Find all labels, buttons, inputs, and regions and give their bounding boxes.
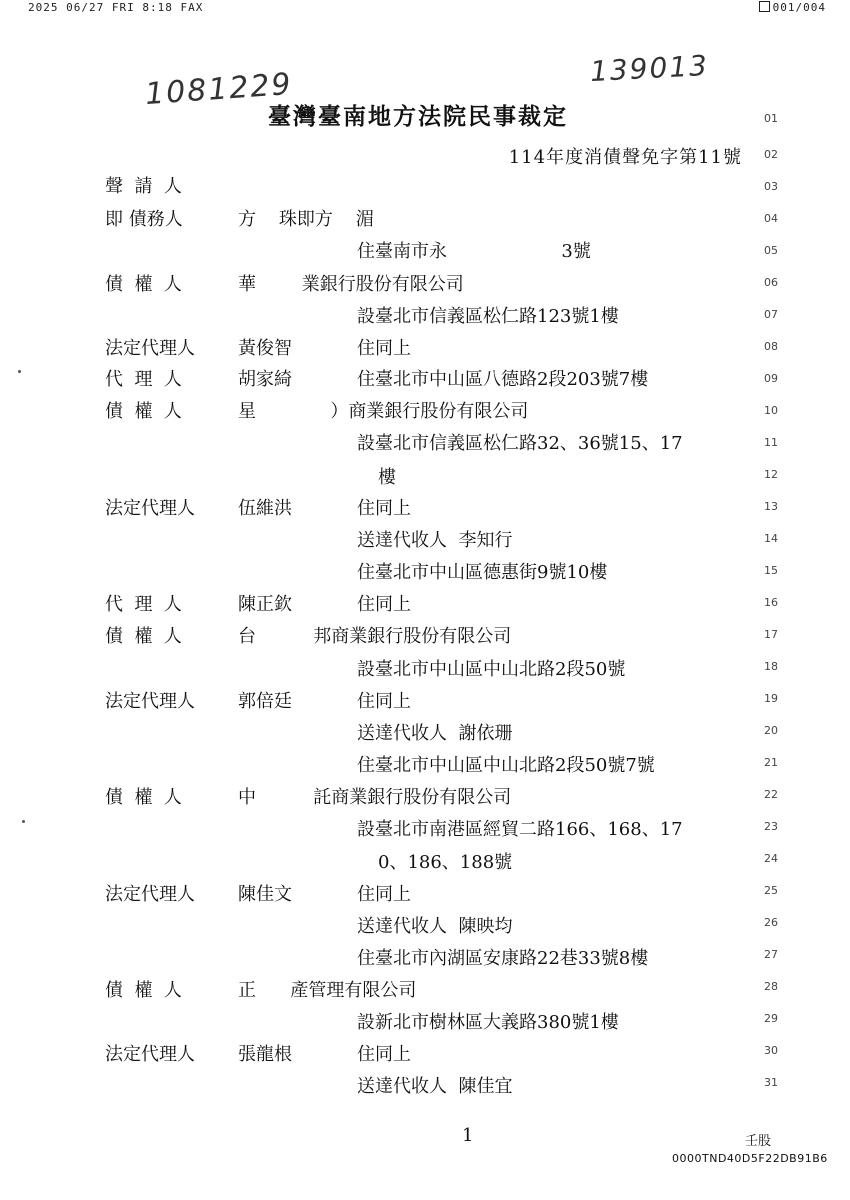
party-role: 法定代理人 bbox=[105, 338, 195, 359]
party-row bbox=[0, 976, 760, 1006]
party-row bbox=[0, 912, 760, 942]
handwritten-number-left: 1081229 bbox=[143, 66, 294, 113]
party-role: 聲 請 人 bbox=[105, 176, 182, 197]
scan-speck bbox=[22, 820, 25, 823]
party-role: 債 權 人 bbox=[105, 787, 182, 808]
party-row bbox=[0, 494, 760, 524]
line-number: 30 bbox=[764, 1044, 778, 1057]
party-detail: 住同上 bbox=[357, 338, 411, 359]
line-number: 06 bbox=[764, 276, 778, 289]
party-detail: 住同上 bbox=[357, 498, 411, 519]
party-detail: 送達代收人 陳佳宜 bbox=[357, 1076, 513, 1097]
line-number: 12 bbox=[764, 468, 778, 481]
party-row bbox=[0, 687, 760, 717]
page-number: 1 bbox=[462, 1125, 474, 1146]
line-number: 05 bbox=[764, 244, 778, 257]
party-row bbox=[0, 237, 760, 267]
party-row bbox=[0, 270, 760, 300]
party-detail: 設臺北市南港區經貿二路166、168、17 bbox=[357, 819, 683, 840]
line-number: 29 bbox=[764, 1012, 778, 1025]
party-row bbox=[0, 1040, 760, 1070]
party-row bbox=[0, 719, 760, 749]
party-name: 陳正欽 bbox=[238, 594, 292, 615]
party-detail: 設新北市樹林區大義路380號1樓 bbox=[357, 1012, 619, 1033]
party-role: 代 理 人 bbox=[105, 369, 182, 390]
line-number: 18 bbox=[764, 660, 778, 673]
party-row bbox=[0, 590, 760, 620]
document-title: 臺灣臺南地方法院民事裁定 bbox=[268, 103, 568, 130]
line-number: 19 bbox=[764, 692, 778, 705]
party-row bbox=[0, 751, 760, 781]
line-number: 27 bbox=[764, 948, 778, 961]
party-name: 胡家綺 bbox=[238, 369, 292, 390]
line-number: 25 bbox=[764, 884, 778, 897]
line-number: 03 bbox=[764, 180, 778, 193]
party-detail: 住同上 bbox=[357, 1044, 411, 1065]
party-row bbox=[0, 205, 760, 235]
party-detail: 送達代收人 陳映均 bbox=[357, 916, 513, 937]
party-row bbox=[0, 558, 760, 588]
line-number: 13 bbox=[764, 500, 778, 513]
party-row bbox=[0, 526, 760, 556]
party-role: 法定代理人 bbox=[105, 691, 195, 712]
party-name: 方 珠即方 湄 bbox=[238, 209, 374, 230]
line-number: 22 bbox=[764, 788, 778, 801]
party-row bbox=[0, 397, 760, 427]
party-name: 陳佳文 bbox=[238, 884, 292, 905]
party-row bbox=[0, 815, 760, 845]
party-row bbox=[0, 429, 760, 459]
party-name: 正 產管理有限公司 bbox=[238, 980, 417, 1001]
party-name: 中 託商業銀行股份有限公司 bbox=[238, 787, 512, 808]
fax-box-icon bbox=[759, 1, 770, 12]
party-row bbox=[0, 172, 760, 202]
line-number: 31 bbox=[764, 1076, 778, 1089]
party-detail: 住臺南市永 3號 bbox=[357, 241, 591, 262]
line-number: 16 bbox=[764, 596, 778, 609]
line-number: 08 bbox=[764, 340, 778, 353]
line-number: 02 bbox=[764, 148, 778, 161]
division-stamp: 壬股 bbox=[745, 1134, 772, 1149]
line-number: 01 bbox=[764, 112, 778, 125]
handwritten-number-right: 139013 bbox=[589, 48, 710, 89]
party-detail: 住臺北市中山區中山北路2段50號7號 bbox=[357, 755, 655, 776]
party-detail: 設臺北市信義區松仁路123號1樓 bbox=[357, 306, 619, 327]
party-role: 債 權 人 bbox=[105, 401, 182, 422]
party-detail: 住同上 bbox=[357, 691, 411, 712]
line-number: 28 bbox=[764, 980, 778, 993]
party-row bbox=[0, 1072, 760, 1102]
party-name: 黃俊智 bbox=[238, 338, 292, 359]
line-number: 17 bbox=[764, 628, 778, 641]
party-detail: 送達代收人 李知行 bbox=[357, 530, 513, 551]
fax-header-left: 2025 06/27 FRI 8:18 FAX bbox=[28, 1, 204, 14]
party-cont: 樓 bbox=[378, 467, 396, 488]
party-detail: 住同上 bbox=[357, 594, 411, 615]
party-detail: 住同上 bbox=[357, 884, 411, 905]
party-row bbox=[0, 783, 760, 813]
party-role: 法定代理人 bbox=[105, 1044, 195, 1065]
line-number: 09 bbox=[764, 372, 778, 385]
party-role: 債 權 人 bbox=[105, 274, 182, 295]
line-number: 24 bbox=[764, 852, 778, 865]
party-detail: 住臺北市內湖區安康路22巷33號8樓 bbox=[357, 948, 649, 969]
case-number: 114年度消債聲免字第11號 bbox=[508, 147, 742, 168]
party-role: 法定代理人 bbox=[105, 884, 195, 905]
party-name: 郭倍廷 bbox=[238, 691, 292, 712]
line-number: 10 bbox=[764, 404, 778, 417]
party-row bbox=[0, 880, 760, 910]
party-row bbox=[0, 848, 760, 878]
party-row bbox=[0, 334, 760, 364]
party-role: 代 理 人 bbox=[105, 594, 182, 615]
party-role: 即 債務人 bbox=[105, 209, 183, 230]
line-number: 20 bbox=[764, 724, 778, 737]
party-row bbox=[0, 944, 760, 974]
party-detail: 送達代收人 謝依珊 bbox=[357, 723, 513, 744]
party-detail: 住臺北市中山區八德路2段203號7樓 bbox=[357, 369, 649, 390]
party-name: 華 業銀行股份有限公司 bbox=[238, 274, 464, 295]
party-cont: 0、186、188號 bbox=[378, 852, 513, 873]
party-detail: 設臺北市中山區中山北路2段50號 bbox=[357, 659, 626, 680]
line-number: 26 bbox=[764, 916, 778, 929]
line-number: 23 bbox=[764, 820, 778, 833]
line-number: 15 bbox=[764, 564, 778, 577]
fax-header bbox=[0, 0, 850, 16]
line-number: 11 bbox=[764, 436, 778, 449]
line-number: 14 bbox=[764, 532, 778, 545]
party-row bbox=[0, 655, 760, 685]
party-detail: 設臺北市信義區松仁路32、36號15、17 bbox=[357, 433, 683, 454]
line-number: 04 bbox=[764, 212, 778, 225]
party-name: 伍維洪 bbox=[238, 498, 292, 519]
party-row bbox=[0, 302, 760, 332]
party-row bbox=[0, 463, 760, 493]
party-detail: 住臺北市中山區德惠街9號10樓 bbox=[357, 562, 608, 583]
party-name: 張龍根 bbox=[238, 1044, 292, 1065]
fax-page-count: 001/004 bbox=[772, 1, 826, 14]
fax-header-right-wrap bbox=[759, 1, 826, 14]
document-code: 0000TND40D5F22DB91B6 bbox=[672, 1152, 828, 1165]
party-name: 台 邦商業銀行股份有限公司 bbox=[238, 626, 512, 647]
scan-speck bbox=[18, 370, 21, 373]
party-role: 債 權 人 bbox=[105, 980, 182, 1001]
line-number: 07 bbox=[764, 308, 778, 321]
party-row bbox=[0, 365, 760, 395]
party-row bbox=[0, 1008, 760, 1038]
party-name: 星 ）商業銀行股份有限公司 bbox=[238, 401, 529, 422]
party-role: 債 權 人 bbox=[105, 626, 182, 647]
party-role: 法定代理人 bbox=[105, 498, 195, 519]
line-number: 21 bbox=[764, 756, 778, 769]
party-row bbox=[0, 622, 760, 652]
